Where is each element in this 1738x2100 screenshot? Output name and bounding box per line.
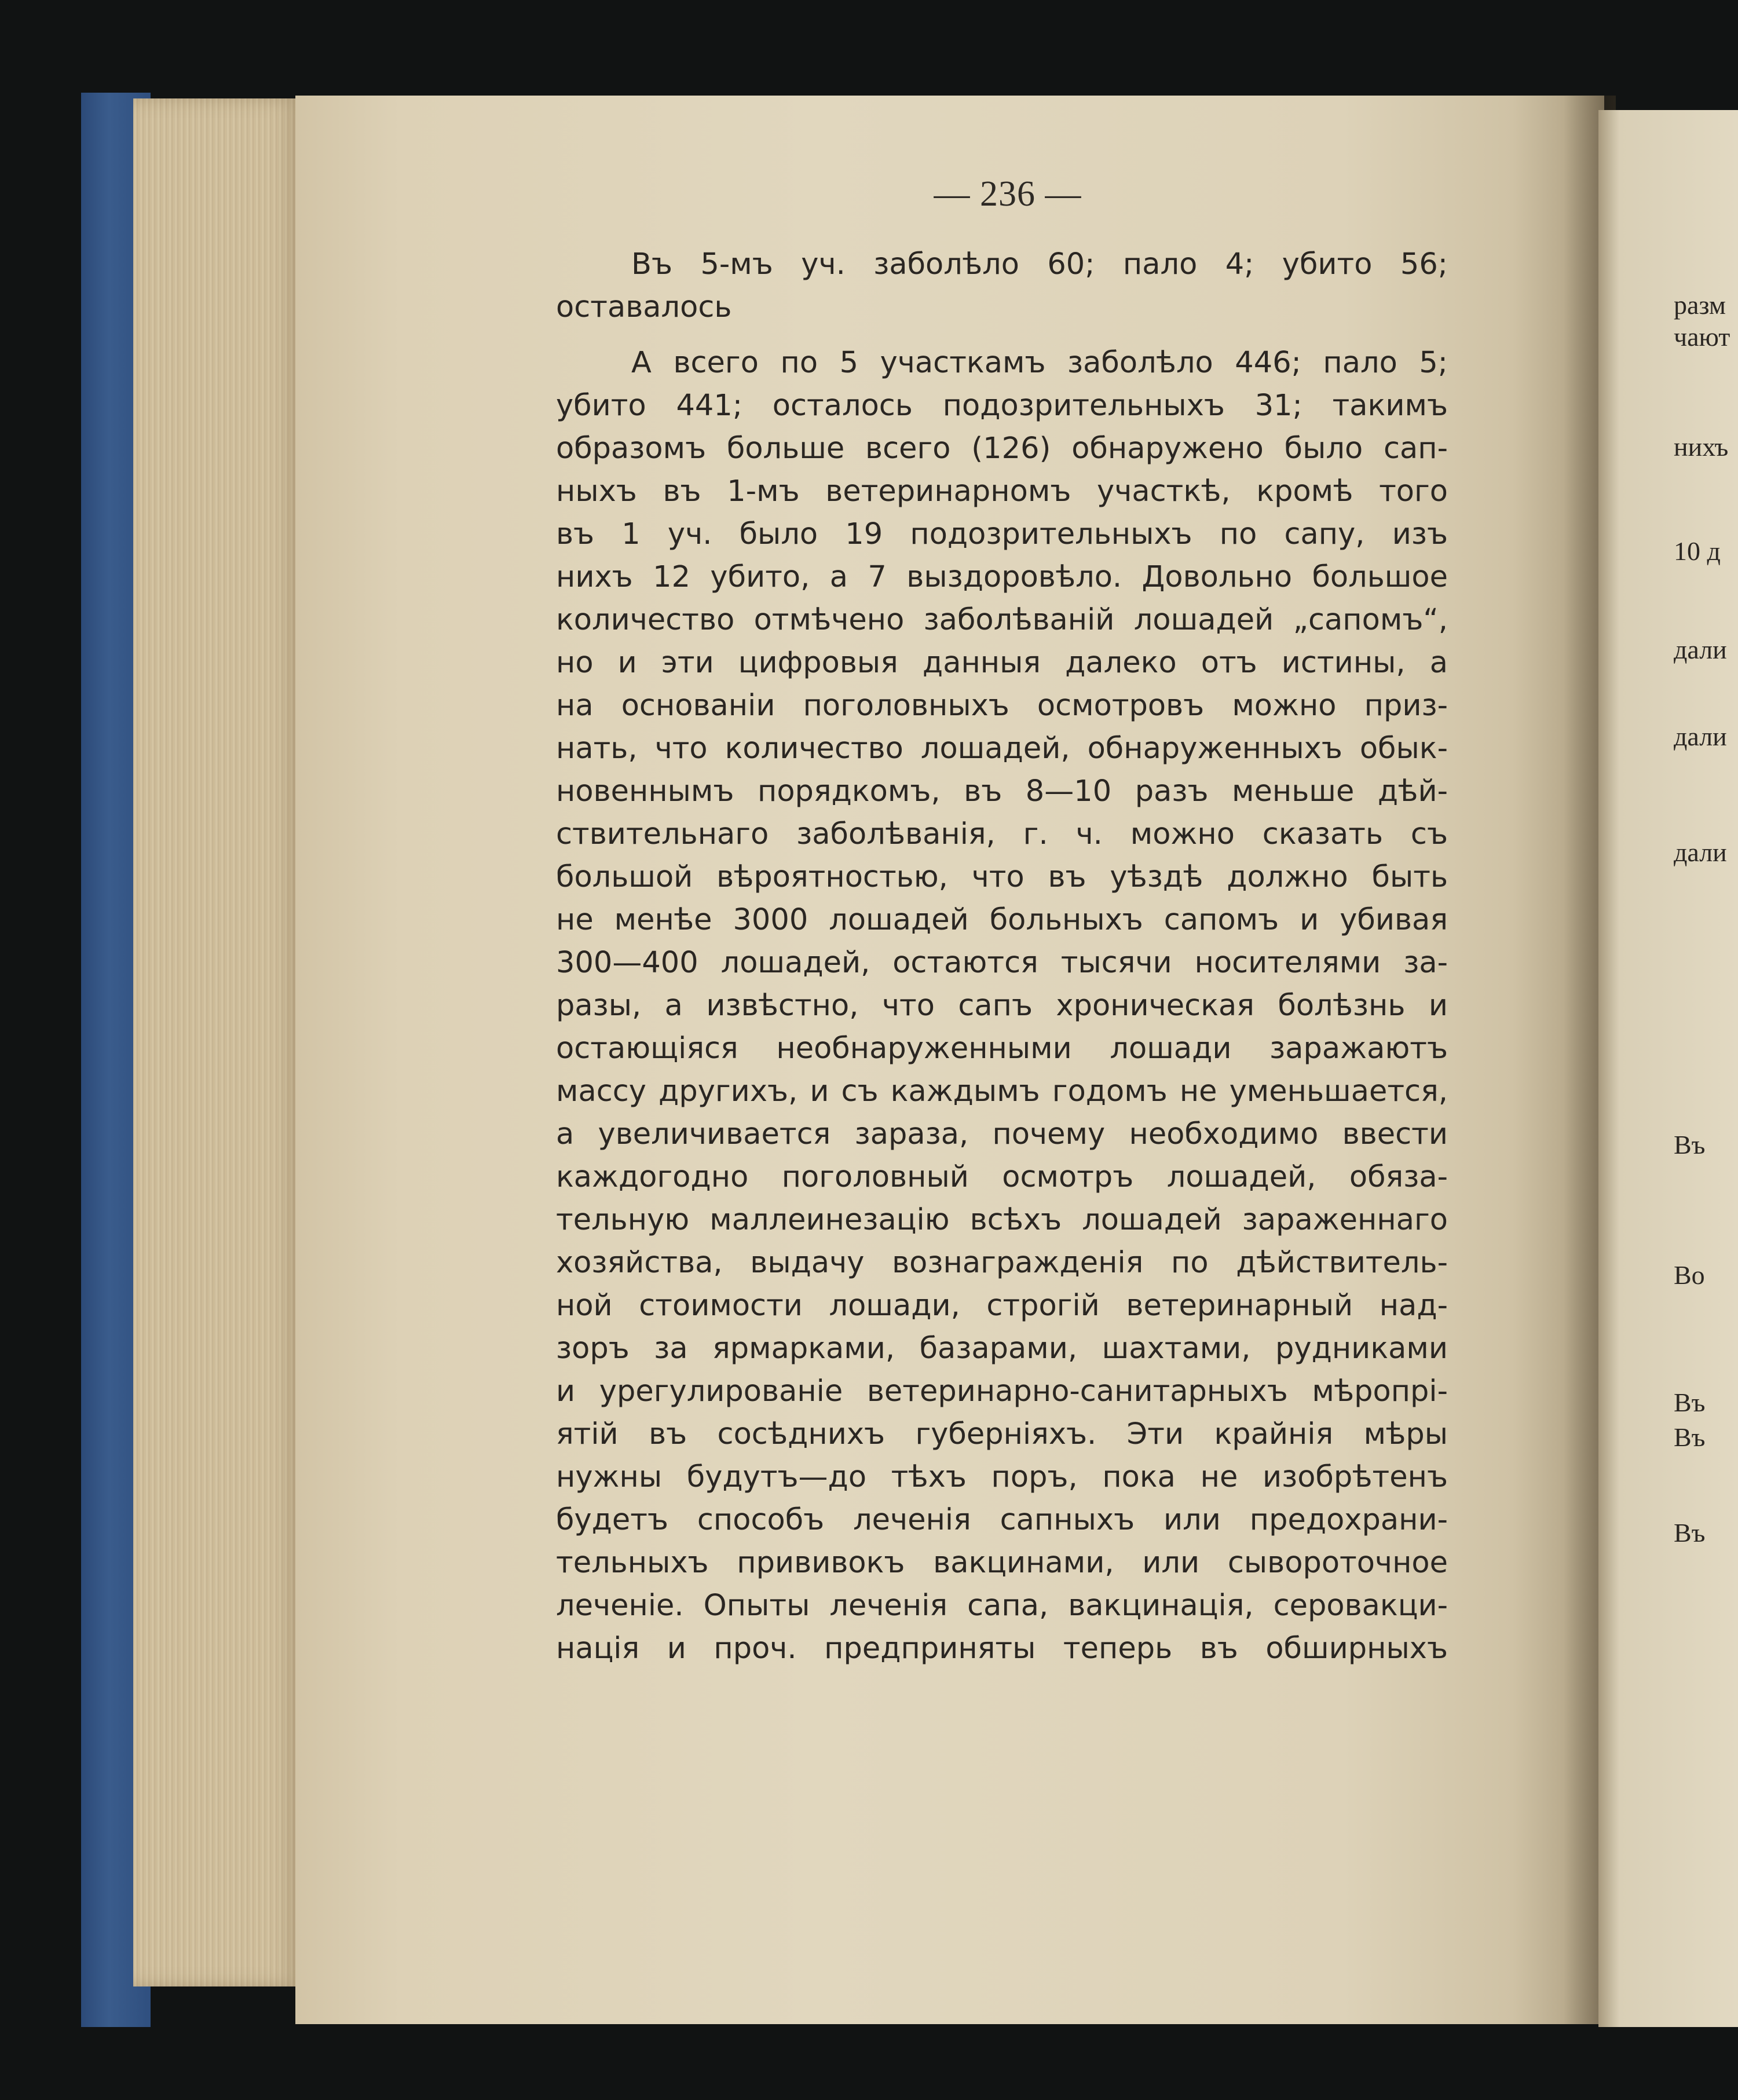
right-page-text-fragments — [1674, 0, 1738, 2100]
right-page-fragment: 10 д — [1674, 536, 1721, 566]
right-page-fragment: разм — [1674, 290, 1726, 320]
text-line: нать, что количество лошадей, обнаруженныхъ обык- — [556, 731, 1448, 766]
text-line: ной стоимости лошади, строгій ветеринарный над- — [556, 1289, 1448, 1323]
right-page-fragment: Въ — [1674, 1422, 1706, 1452]
text-line: ствительнаго заболѣванія, г. ч. можно сказать съ — [556, 817, 1448, 851]
right-page-fragment: нихъ — [1674, 432, 1729, 462]
page-body-text — [556, 243, 1448, 1670]
right-page-fragment: Въ — [1674, 1388, 1706, 1417]
text-line: а увеличивается зараза, почему необходимо ввести — [556, 1117, 1448, 1151]
text-line: новеннымъ порядкомъ, въ 8—10 разъ меньше дѣй- — [556, 774, 1448, 808]
text-line: каждогодно поголовный осмотръ лошадей, обяза- — [556, 1160, 1448, 1194]
text-line: леченіе. Опыты леченія сапа, вакцинація, серовакци- — [556, 1589, 1448, 1623]
text-line: Въ 5-мъ уч. заболѣло 60; пало 4; убито 56; — [631, 247, 1448, 281]
right-page-fragment: дали — [1674, 837, 1727, 867]
text-line: 300—400 лошадей, остаются тысячи носителями за- — [556, 946, 1448, 980]
text-line: остающіяся необнаруженными лошади заражаютъ — [556, 1031, 1448, 1066]
text-line: ятій въ сосѣднихъ губерніяхъ. Эти крайнія мѣры — [556, 1417, 1448, 1451]
text-line: разы, а извѣстно, что сапъ хроническая болѣзнь и — [556, 989, 1448, 1023]
text-line: но и эти цифровыя данныя далеко отъ истины, а — [556, 646, 1448, 680]
text-line: тельную маллеинезацію всѣхъ лошадей зараженнаго — [556, 1203, 1448, 1237]
text-line: хозяйства, выдачу вознагражденія по дѣйствитель- — [556, 1246, 1448, 1280]
text-line: образомъ больше всего (126) обнаружено было сап- — [556, 431, 1448, 466]
text-line: нація и проч. предприняты теперь въ обширныхъ — [556, 1631, 1448, 1666]
text-line: А всего по 5 участкамъ заболѣло 446; пало 5; — [631, 346, 1448, 380]
text-line: зоръ за ярмарками, базарами, шахтами, рудниками — [556, 1331, 1448, 1366]
text-line: не менѣе 3000 лошадей больныхъ сапомъ и убивая — [556, 903, 1448, 937]
text-line: ныхъ въ 1-мъ ветеринарномъ участкѣ, кромѣ того — [556, 474, 1448, 508]
right-page-fragment: дали — [1674, 635, 1727, 664]
page-block-edges — [133, 98, 301, 1986]
right-page-fragment: чают — [1674, 322, 1730, 352]
text-line: массу другихъ, и съ каждымъ годомъ не уменьшается, — [556, 1074, 1448, 1108]
text-line: нихъ 12 убито, а 7 выздоровѣло. Довольно большое — [556, 560, 1448, 594]
text-line: количество отмѣчено заболѣваній лошадей „сапомъ“, — [556, 603, 1448, 637]
text-line: нужны будутъ—до тѣхъ поръ, пока не изобрѣтенъ — [556, 1460, 1448, 1494]
right-page-fragment: Во — [1674, 1260, 1705, 1290]
text-line: убито 441; осталось подозрительныхъ 31; такимъ — [556, 389, 1448, 423]
text-line: въ 1 уч. было 19 подозрительныхъ по сапу, изъ — [556, 517, 1448, 551]
right-page-fragment: Въ — [1674, 1518, 1706, 1547]
page-number: — 236 — — [934, 174, 1082, 214]
right-page-fragment: дали — [1674, 722, 1727, 751]
text-line: и урегулированіе ветеринарно-санитарныхъ мѣропрі- — [556, 1374, 1448, 1408]
right-page-fragment: Въ — [1674, 1130, 1706, 1159]
text-line: тельныхъ прививокъ вакцинами, или сывороточное — [556, 1546, 1448, 1580]
text-line: будетъ способъ леченія сапныхъ или предохрани- — [556, 1503, 1448, 1537]
text-line: оставалось — [556, 290, 732, 324]
text-line: на основаніи поголовныхъ осмотровъ можно приз- — [556, 689, 1448, 723]
text-line: большой вѣроятностью, что въ уѣздѣ должно быть — [556, 860, 1448, 894]
paragraph-gap — [556, 329, 1448, 342]
